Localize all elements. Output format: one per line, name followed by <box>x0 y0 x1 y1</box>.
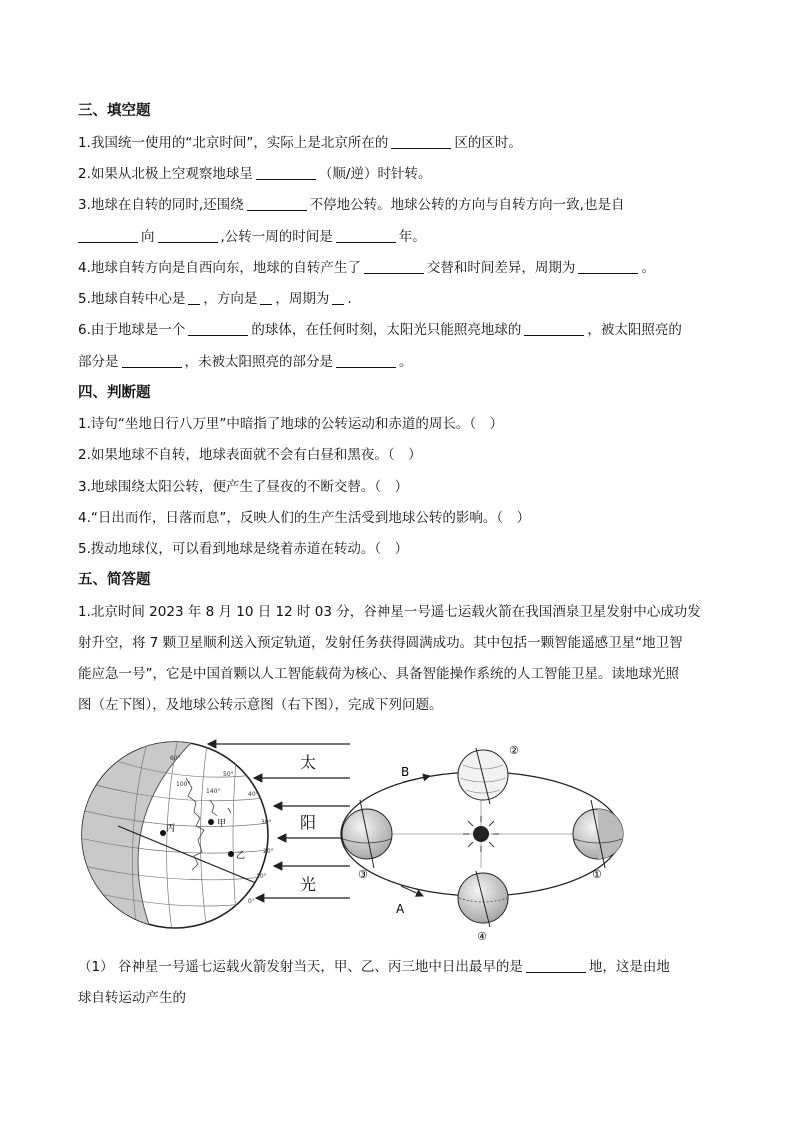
q3-text-b: 不停地公转。地球公转的方向与自转方向一致,也是自 <box>309 197 625 213</box>
position-label-1: ① <box>592 868 602 881</box>
position-label-4: ④ <box>477 930 487 943</box>
answer-blank[interactable] <box>364 259 424 274</box>
fill-question-4 <box>78 258 655 278</box>
lon-label-140: 140° <box>206 788 221 795</box>
lat-label-0: 0° <box>248 898 255 905</box>
fill-question-6-line1 <box>78 320 682 340</box>
q5-text-a: 5.地球自转中心是 <box>78 291 186 307</box>
fill-question-1 <box>78 133 522 153</box>
q6-text-a: 6.由于地球是一个 <box>78 322 186 338</box>
judge-item-3: 3.地球围绕太阳公转，便产生了昼夜的不断交替。（ ） <box>78 479 409 495</box>
fill-question-6-line2 <box>78 352 413 372</box>
direction-arrow-a <box>396 886 423 916</box>
sunlight-label-tai: 太 <box>300 753 317 772</box>
q4-text-c: 。 <box>641 260 655 276</box>
lat-label-50: 50° <box>223 771 234 778</box>
place-label-yi: 乙 <box>236 851 246 861</box>
answer-blank[interactable] <box>526 958 586 973</box>
lat-label-40: 40° <box>248 791 259 798</box>
answer-blank[interactable] <box>336 228 396 243</box>
fill-question-3-line2 <box>78 227 426 247</box>
answer-blank[interactable] <box>188 321 248 336</box>
q1-text-b: 区的区时。 <box>454 135 522 151</box>
earth-position-2 <box>458 744 519 804</box>
q3-text-c: 向 <box>141 229 155 245</box>
place-label-bing: 丙 <box>166 824 176 834</box>
sun-icon <box>463 816 499 852</box>
sub1-text-b: 地，这是由地 <box>588 959 670 975</box>
answer-blank[interactable] <box>524 321 584 336</box>
answer-blank[interactable] <box>336 353 396 368</box>
fill-question-3-line1 <box>78 195 624 215</box>
q1-text-a: 1.我国统一使用的“北京时间”，实际上是北京所在的 <box>78 135 389 151</box>
q5-text-c: ，周期为 <box>275 291 330 307</box>
arrow-label-b: B <box>401 765 410 779</box>
q3-text-d: ,公转一周的时间是 <box>220 229 333 245</box>
answer-blank[interactable] <box>260 290 272 305</box>
fill-question-5 <box>78 289 352 309</box>
q5-text-d: . <box>347 291 352 307</box>
figure-earth-illumination-and-revolution <box>78 738 638 948</box>
lat-label-30: 30° <box>261 819 272 826</box>
q6-text-d: 部分是 <box>78 354 119 370</box>
q4-text-a: 4.地球自转方向是自西向东，地球的自转产生了 <box>78 260 361 276</box>
position-label-3: ③ <box>358 868 368 881</box>
short-para-line-1: 1.北京时间 2023 年 8 月 10 日 12 时 03 分，谷神星一号遥七运载火箭在我国酒泉卫星发射中心成功发 <box>78 604 701 620</box>
judge-item-2: 2.如果地球不自转，地球表面就不会有白昼和黑夜。（ ） <box>78 447 422 463</box>
answer-blank[interactable] <box>158 228 218 243</box>
answer-blank[interactable] <box>122 353 182 368</box>
illumination-globe <box>78 738 283 948</box>
short-para-line-3: 能应急一号”，它是中国首颗以人工智能载荷为核心、具备智能操作系统的人工智能卫星。读地球光照 <box>78 666 679 682</box>
q6-text-e: ，未被太阳照亮的部分是 <box>184 354 333 370</box>
q6-text-c: ，被太阳照亮的 <box>587 322 682 338</box>
fill-question-2 <box>78 164 431 184</box>
section-title-judge: 四、判断题 <box>78 385 151 401</box>
answer-blank[interactable] <box>188 290 200 305</box>
answer-blank[interactable] <box>78 228 138 243</box>
sub-question-1-line1 <box>78 957 670 977</box>
sunlight-label-guang: 光 <box>300 875 317 894</box>
arrow-label-a: A <box>396 902 405 916</box>
earth-position-4 <box>458 871 508 943</box>
answer-blank[interactable] <box>247 196 307 211</box>
section-title-fill: 三、填空题 <box>78 103 151 119</box>
q2-text-a: 2.如果从北极上空观察地球呈 <box>78 166 253 182</box>
judge-item-1: 1.诗句“坐地日行八万里”中暗指了地球的公转运动和赤道的周长。（ ） <box>78 416 504 432</box>
answer-blank[interactable] <box>332 290 344 305</box>
sub-question-1-line2: 球自转运动产生的 <box>78 990 186 1006</box>
judge-item-5: 5.拨动地球仪，可以看到地球是绕着赤道在转动。（ ） <box>78 541 409 557</box>
q5-text-b: ，方向是 <box>203 291 258 307</box>
lat-label-60: 60° <box>170 755 181 762</box>
sunlight-label-yang: 阳 <box>300 813 317 832</box>
q4-text-b: 交替和时间差异，周期为 <box>426 260 576 276</box>
lon-label-100: 100° <box>176 781 191 788</box>
sub1-text-a: （1） 谷神星一号遥七运载火箭发射当天，甲、乙、丙三地中日出最早的是 <box>78 959 523 975</box>
short-para-line-2: 射升空，将 7 颗卫星顺利送入预定轨道，发射任务获得圆满成功。其中包括一颗智能遥感卫星“地卫智 <box>78 635 683 651</box>
lat-label-20: 20° <box>263 848 274 855</box>
judge-item-4: 4.“日出而作，日落而息”，反映人们的生产生活受到地球公转的影响。（ ） <box>78 510 531 526</box>
q3-text-a: 3.地球在自转的同时,还围绕 <box>78 197 244 213</box>
orbit-diagram <box>341 744 623 943</box>
short-para-line-4: 图（左下图），及地球公转示意图（右下图），完成下列问题。 <box>78 697 443 713</box>
section-title-short: 五、简答题 <box>78 572 151 588</box>
q6-text-f: 。 <box>399 354 413 370</box>
earth-position-1 <box>573 800 623 881</box>
q3-text-e: 年。 <box>398 229 426 245</box>
answer-blank[interactable] <box>391 134 451 149</box>
answer-blank[interactable] <box>578 259 638 274</box>
direction-arrow-b <box>401 765 430 782</box>
q6-text-b: 的球体，在任何时刻，太阳光只能照亮地球的 <box>251 322 522 338</box>
answer-blank[interactable] <box>256 165 316 180</box>
position-label-2: ② <box>509 744 519 757</box>
q2-text-b: （顺/逆）时针转。 <box>318 166 432 182</box>
lat-label-10: 10° <box>256 873 267 880</box>
place-label-jia: 甲 <box>217 819 227 829</box>
